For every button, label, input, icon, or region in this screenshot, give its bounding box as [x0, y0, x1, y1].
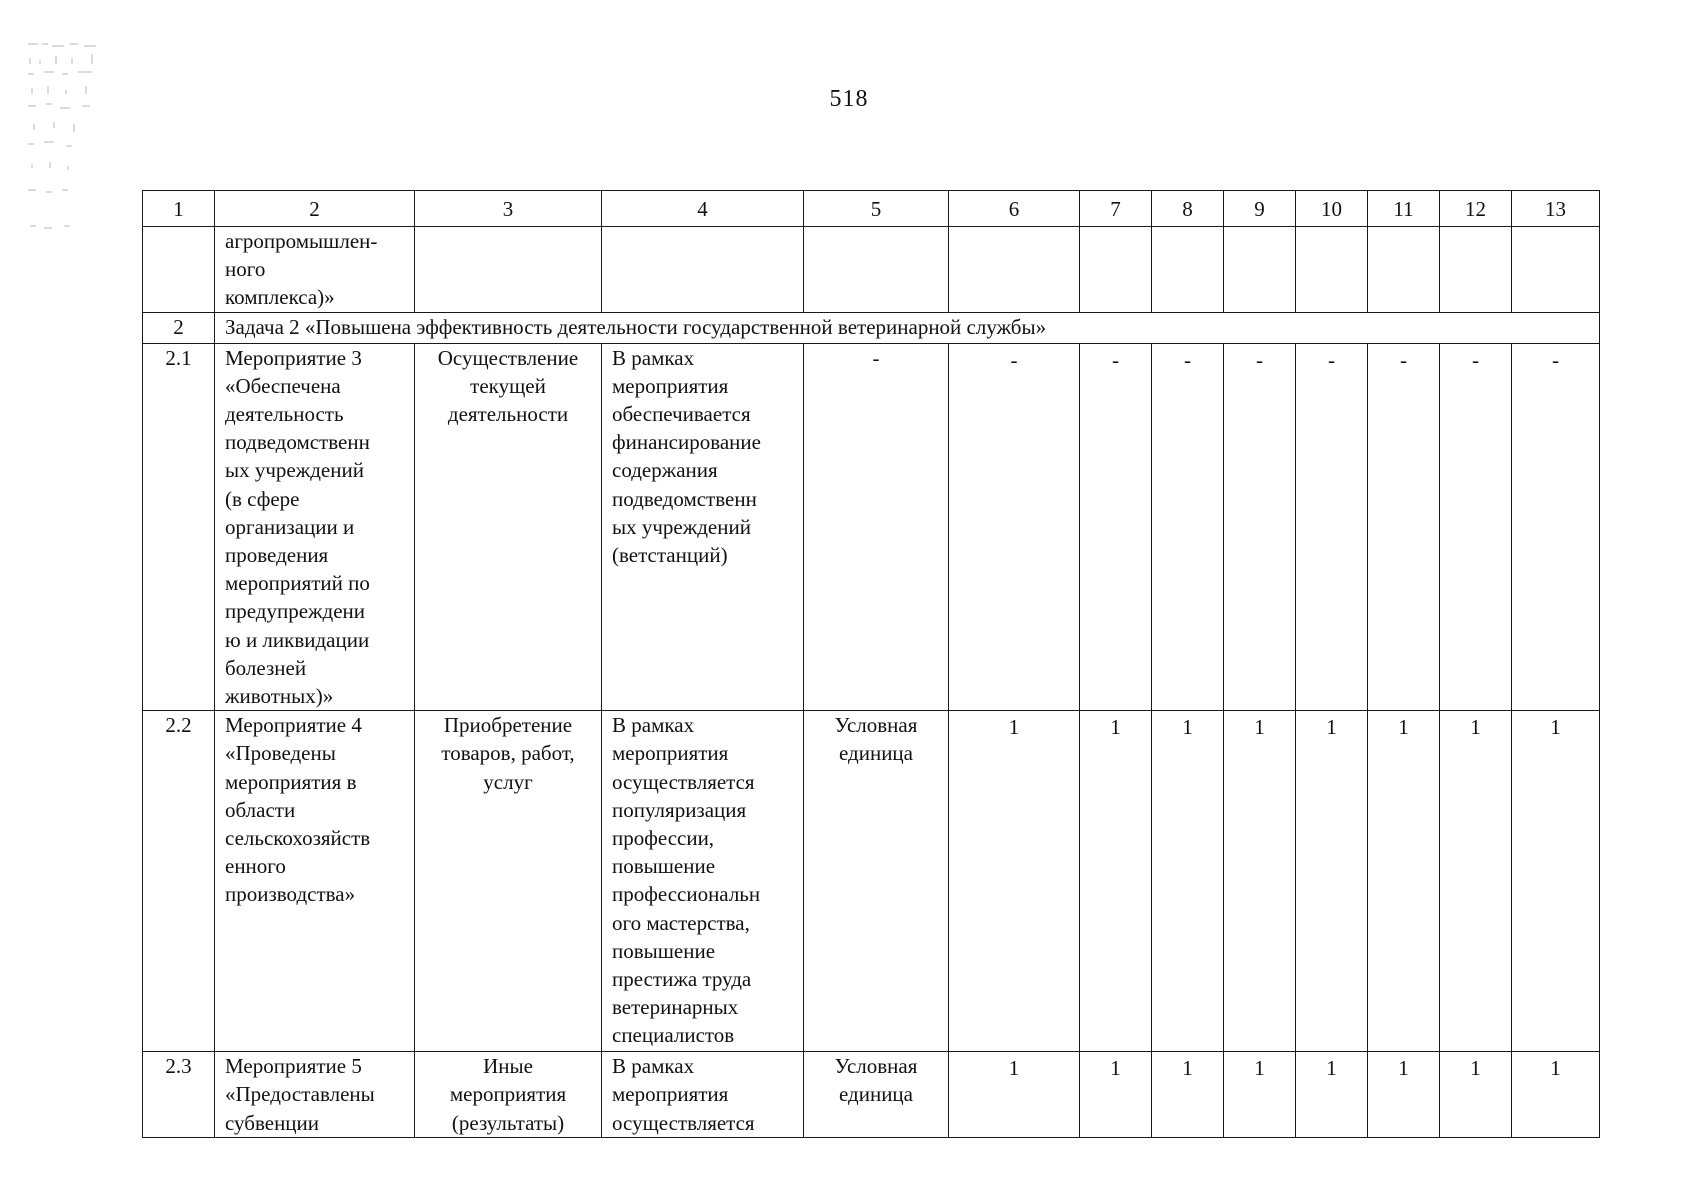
event-type: Осуществление текущей деятельности: [415, 343, 602, 711]
event-name: Мероприятие 3 «Обеспечена деятельность подведомственн ых учреждений (в сфере организации и проведения мероприятий по предупреждени ю и ликвидации болезней животных)»: [215, 343, 415, 711]
header-cell: 13: [1512, 191, 1600, 227]
header-row: [143, 191, 1600, 227]
value-cell: 1: [1368, 711, 1440, 1052]
value-cell: -: [1368, 343, 1440, 711]
row-number: 2.3: [143, 1052, 215, 1138]
value-cell: 1: [1152, 711, 1224, 1052]
event-type: Иные мероприятия (результаты): [415, 1052, 602, 1138]
empty-cell: [1080, 227, 1152, 313]
value-cell: -: [1296, 343, 1368, 711]
header-cell: 5: [804, 191, 949, 227]
task-title: Задача 2 «Повышена эффективность деятельности государственной ветеринарной службы»: [215, 312, 1600, 343]
empty-cell: [804, 227, 949, 313]
value-cell: 1: [1512, 711, 1600, 1052]
page-number: 518: [829, 86, 869, 112]
unit-cell: -: [804, 343, 949, 711]
table-row: [143, 343, 1600, 711]
value-cell: 1: [1224, 711, 1296, 1052]
empty-cell: [1512, 227, 1600, 313]
table-row: [143, 711, 1600, 1052]
scan-artifact-marks: [26, 40, 106, 250]
empty-cell: [1224, 227, 1296, 313]
empty-cell: [415, 227, 602, 313]
header-cell: 7: [1080, 191, 1152, 227]
header-cell: 8: [1152, 191, 1224, 227]
empty-cell: [1440, 227, 1512, 313]
event-description: В рамках мероприятия осуществляется: [602, 1052, 804, 1138]
value-cell: 1: [1296, 1052, 1368, 1138]
event-name: Мероприятие 5 «Предоставлены субвенции: [215, 1052, 415, 1138]
value-cell: -: [1224, 343, 1296, 711]
header-cell: 4: [602, 191, 804, 227]
value-cell: 1: [1440, 1052, 1512, 1138]
unit-cell: Условная единица: [804, 1052, 949, 1138]
event-type: Приобретение товаров, работ, услуг: [415, 711, 602, 1052]
value-cell: 1: [1152, 1052, 1224, 1138]
value-cell: 1: [1080, 1052, 1152, 1138]
unit-cell: Условная единица: [804, 711, 949, 1052]
value-cell: -: [1152, 343, 1224, 711]
value-cell: 1: [1368, 1052, 1440, 1138]
indicator-table: [142, 190, 1600, 1138]
empty-cell: [1296, 227, 1368, 313]
empty-cell: [602, 227, 804, 313]
task-row: [143, 312, 1600, 343]
header-cell: 12: [1440, 191, 1512, 227]
header-cell: 1: [143, 191, 215, 227]
header-cell: 3: [415, 191, 602, 227]
empty-cell: [1152, 227, 1224, 313]
value-cell: 1: [1512, 1052, 1600, 1138]
value-cell: 1: [1440, 711, 1512, 1052]
header-cell: 2: [215, 191, 415, 227]
empty-cell: [1368, 227, 1440, 313]
header-cell: 11: [1368, 191, 1440, 227]
value-cell: 1: [1296, 711, 1368, 1052]
row-number: 2.2: [143, 711, 215, 1052]
continuation-row: [143, 227, 1600, 313]
value-cell: 1: [949, 1052, 1080, 1138]
value-cell: 1: [1224, 1052, 1296, 1138]
header-cell: 6: [949, 191, 1080, 227]
header-cell: 9: [1224, 191, 1296, 227]
empty-cell: [143, 227, 215, 313]
event-description: В рамках мероприятия осуществляется популяризация профессии, повышение профессиональн ого мастерства, повышение престижа труда ветеринарных специалистов: [602, 711, 804, 1052]
row-number: 2.1: [143, 343, 215, 711]
value-cell: 1: [1080, 711, 1152, 1052]
event-description: В рамках мероприятия обеспечивается финансирование содержания подведомственн ых учреждений (ветстанций): [602, 343, 804, 711]
continuation-event-text: агропромышлен- ного комплекса)»: [215, 227, 415, 313]
table-wrapper: [142, 190, 1600, 1138]
event-name: Мероприятие 4 «Проведены мероприятия в области сельскохозяйств енного производства»: [215, 711, 415, 1052]
value-cell: -: [1512, 343, 1600, 711]
value-cell: -: [1080, 343, 1152, 711]
value-cell: 1: [949, 711, 1080, 1052]
empty-cell: [949, 227, 1080, 313]
value-cell: -: [949, 343, 1080, 711]
table-row: [143, 1052, 1600, 1138]
task-number: 2: [143, 312, 215, 343]
header-cell: 10: [1296, 191, 1368, 227]
value-cell: -: [1440, 343, 1512, 711]
